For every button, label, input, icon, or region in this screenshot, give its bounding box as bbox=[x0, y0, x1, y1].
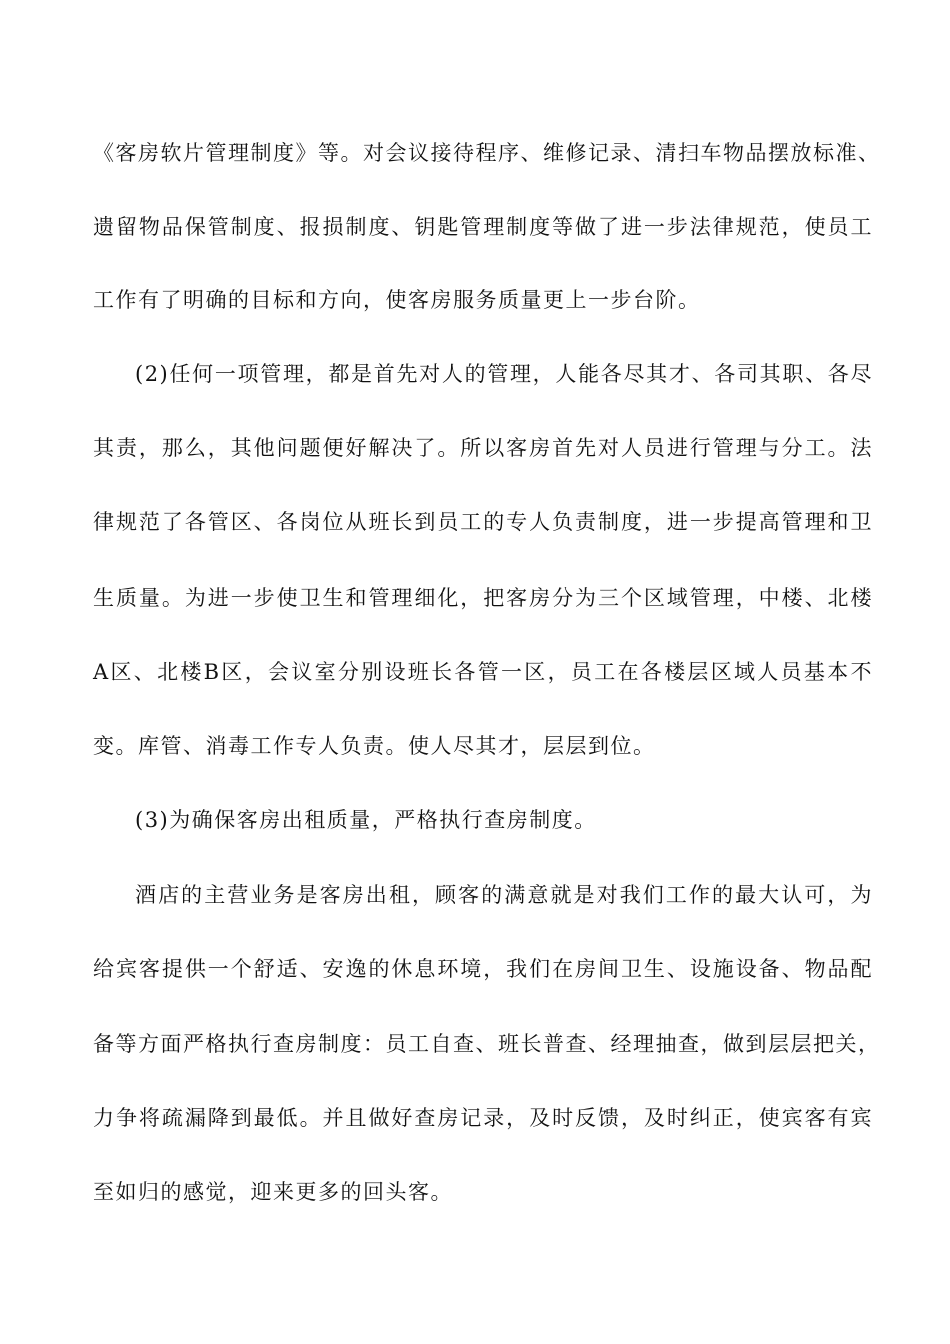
text-line: 律规范了各管区、各岗位从班长到员工的专人负责制度，进一步提高管理和卫 bbox=[93, 510, 873, 534]
text-line: 力争将疏漏降到最低。并且做好查房记录，及时反馈，及时纠正，使宾客有宾 bbox=[93, 1106, 873, 1130]
paragraph-start-line: 酒店的主营业务是客房出租，顾客的满意就是对我们工作的最大认可，为 bbox=[135, 883, 873, 907]
text-line: A区、北楼B区，会议室分别设班长各管一区，员工在各楼层区域人员基本不 bbox=[93, 660, 873, 684]
text-line: 《客房软片管理制度》等。对会议接待程序、维修记录、清扫车物品摆放标准、 bbox=[93, 141, 881, 165]
text-line: 备等方面严格执行查房制度：员工自查、班长普查、经理抽查，做到层层把关， bbox=[93, 1032, 881, 1056]
text-line: 给宾客提供一个舒适、安逸的休息环境，我们在房间卫生、设施设备、物品配 bbox=[93, 957, 873, 981]
text-line: 至如归的感觉，迎来更多的回头客。 bbox=[93, 1180, 453, 1204]
text-line: 其责，那么，其他问题便好解决了。所以客房首先对人员进行管理与分工。法 bbox=[93, 436, 873, 460]
text-line: 变。库管、消毒工作专人负责。使人尽其才，层层到位。 bbox=[93, 734, 656, 758]
text-line: 生质量。为进一步使卫生和管理细化，把客房分为三个区域管理，中楼、北楼 bbox=[93, 586, 873, 610]
paragraph-start-line: (2)任何一项管理，都是首先对人的管理，人能各尽其才、各司其职、各尽 bbox=[135, 362, 873, 386]
text-line: 工作有了明确的目标和方向，使客房服务质量更上一步台阶。 bbox=[93, 288, 701, 312]
text-line: 遗留物品保管制度、报损制度、钥匙管理制度等做了进一步法律规范，使员工 bbox=[93, 215, 873, 239]
paragraph-start-line: (3)为确保客房出租质量，严格执行查房制度。 bbox=[135, 808, 597, 832]
